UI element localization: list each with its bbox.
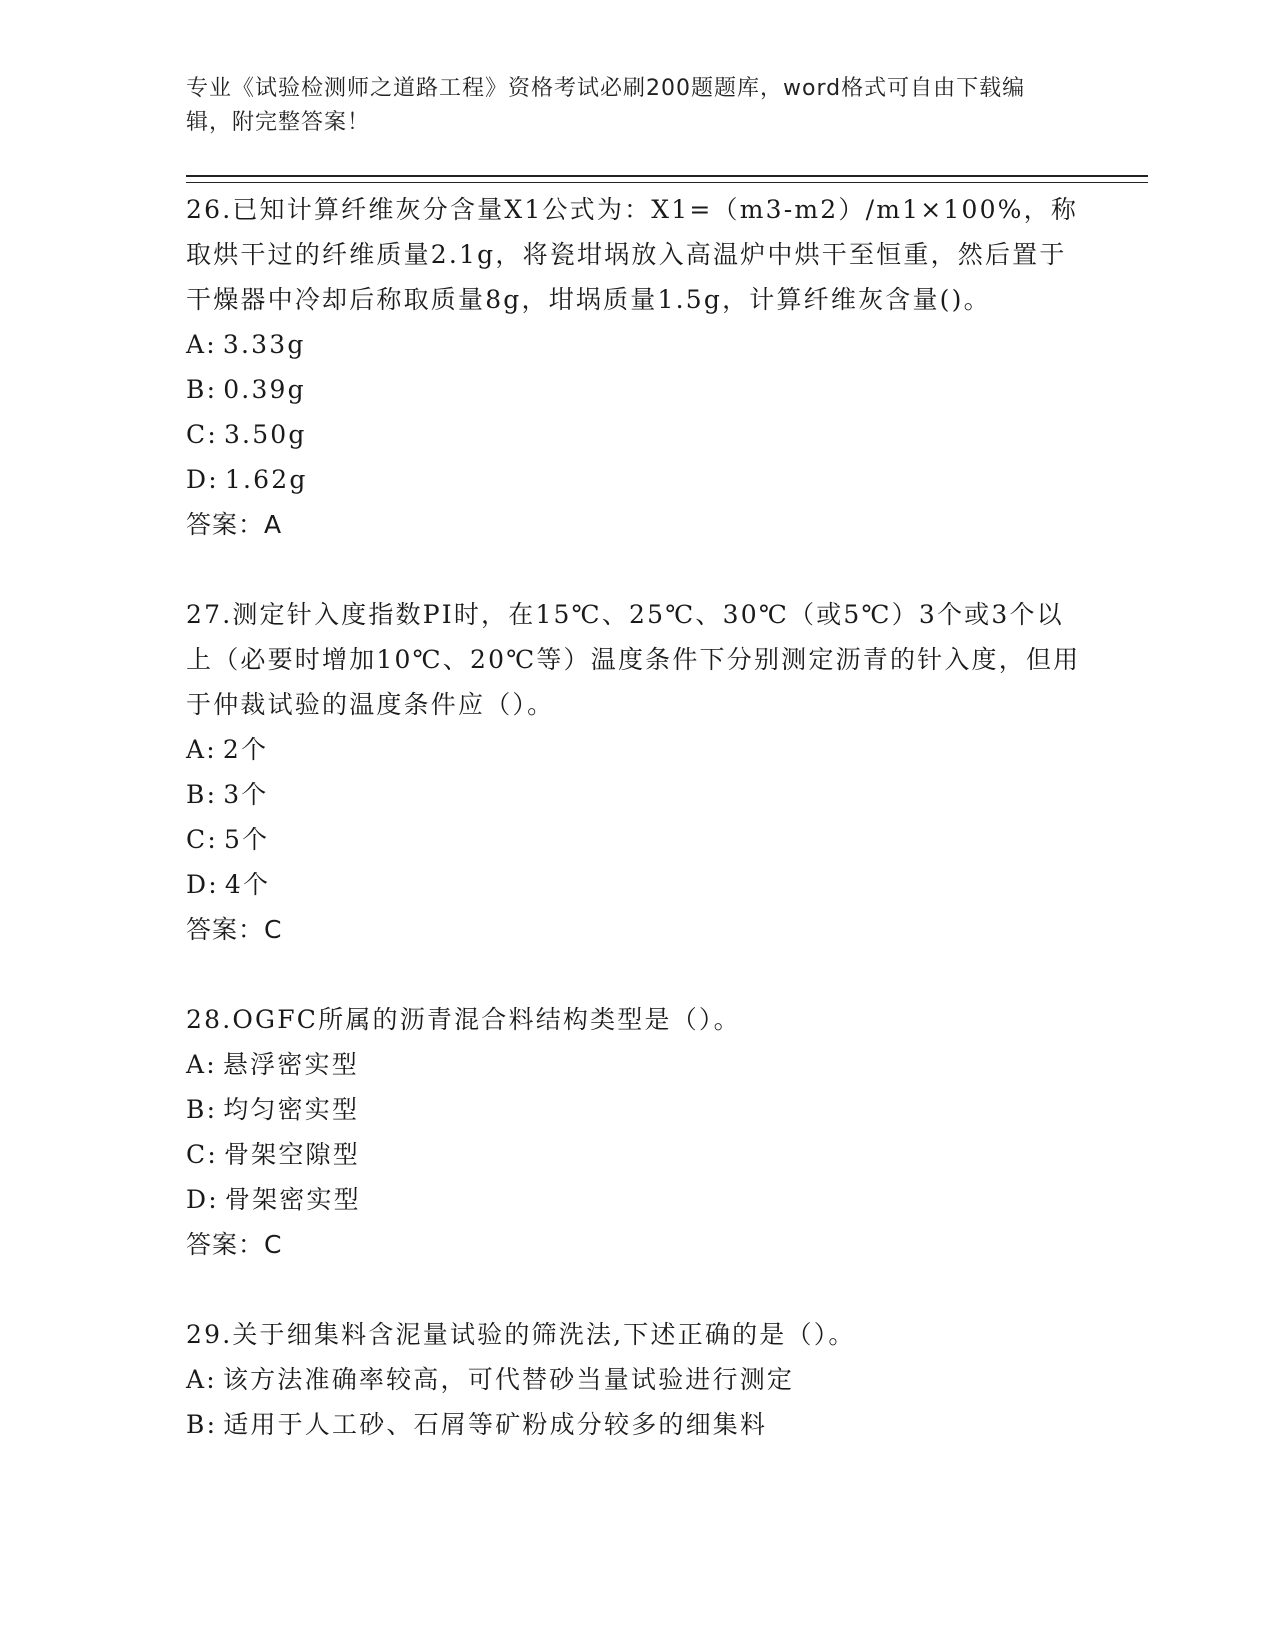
option-d bbox=[186, 457, 1086, 502]
option-a bbox=[186, 1042, 1086, 1087]
header-divider bbox=[186, 175, 1148, 183]
option-d bbox=[186, 1177, 1086, 1222]
question-stem: 28.OGFC所属的沥青混合料结构类型是（）。 bbox=[186, 1005, 741, 1034]
option-text: 5个 bbox=[223, 825, 270, 854]
option-letter: D: bbox=[186, 870, 219, 899]
option-letter: B: bbox=[186, 375, 218, 404]
option-b bbox=[186, 1087, 1086, 1132]
answer-line: 答案：A bbox=[186, 510, 283, 539]
option-c bbox=[186, 817, 1086, 862]
option-letter: D: bbox=[186, 1185, 219, 1214]
question-26 bbox=[186, 187, 1086, 547]
option-d bbox=[186, 862, 1086, 907]
option-text: 均匀密实型 bbox=[223, 1095, 360, 1124]
option-a bbox=[186, 727, 1086, 772]
option-letter: A: bbox=[186, 735, 217, 764]
option-text: 3.33g bbox=[222, 330, 306, 359]
option-text: 0.39g bbox=[223, 375, 306, 404]
option-text: 骨架空隙型 bbox=[223, 1140, 360, 1169]
answer-line: 答案：C bbox=[186, 1230, 283, 1259]
option-letter: D: bbox=[186, 465, 219, 494]
option-letter: B: bbox=[186, 780, 218, 809]
option-b bbox=[186, 367, 1086, 412]
option-letter: B: bbox=[186, 1095, 218, 1124]
option-text: 适用于人工砂、石屑等矿粉成分较多的细集料 bbox=[223, 1410, 768, 1439]
question-list bbox=[186, 187, 1086, 1492]
option-letter: A: bbox=[186, 1365, 217, 1394]
question-28 bbox=[186, 997, 1086, 1267]
option-letter: B: bbox=[186, 1410, 218, 1439]
option-c bbox=[186, 412, 1086, 457]
option-b bbox=[186, 1402, 1086, 1447]
option-text: 2个 bbox=[222, 735, 269, 764]
option-a bbox=[186, 1357, 1086, 1402]
option-text: 4个 bbox=[224, 870, 271, 899]
option-letter: A: bbox=[186, 330, 217, 359]
question-stem: 29.关于细集料含泥量试验的筛洗法,下述正确的是（）。 bbox=[186, 1320, 856, 1349]
option-a bbox=[186, 322, 1086, 367]
question-stem: 27.测定针入度指数PI时，在15℃、25℃、30℃（或5℃）3个或3个以上（必要时增加10℃、20℃等）温度条件下分别测定沥青的针入度，但用于仲裁试验的温度条件应（）。 bbox=[186, 600, 1081, 719]
option-letter: C: bbox=[186, 420, 218, 449]
option-text: 3.50g bbox=[223, 420, 307, 449]
option-letter: C: bbox=[186, 825, 218, 854]
question-29 bbox=[186, 1312, 1086, 1447]
option-letter: A: bbox=[186, 1050, 217, 1079]
option-letter: C: bbox=[186, 1140, 218, 1169]
answer-line: 答案：C bbox=[186, 915, 283, 944]
question-stem: 26.已知计算纤维灰分含量X1公式为：X1=（m3-m2）/m1×100%，称取烘干过的纤维质量2.1g，将瓷坩埚放入高温炉中烘干至恒重，然后置于干燥器中冷却后称取质量8g，坩埚质量1.5g，计算纤维灰含量()。 bbox=[186, 195, 1079, 314]
option-b bbox=[186, 772, 1086, 817]
document-header: 专业《试验检测师之道路工程》资格考试必刷200题题库，word格式可自由下载编辑，附完整答案！ bbox=[186, 76, 1026, 135]
option-text: 3个 bbox=[223, 780, 269, 809]
option-text: 1.62g bbox=[224, 465, 308, 494]
option-text: 骨架密实型 bbox=[224, 1185, 361, 1214]
option-text: 悬浮密实型 bbox=[222, 1050, 359, 1079]
question-27 bbox=[186, 592, 1086, 952]
option-c bbox=[186, 1132, 1086, 1177]
option-text: 该方法准确率较高，可代替砂当量试验进行测定 bbox=[222, 1365, 795, 1394]
